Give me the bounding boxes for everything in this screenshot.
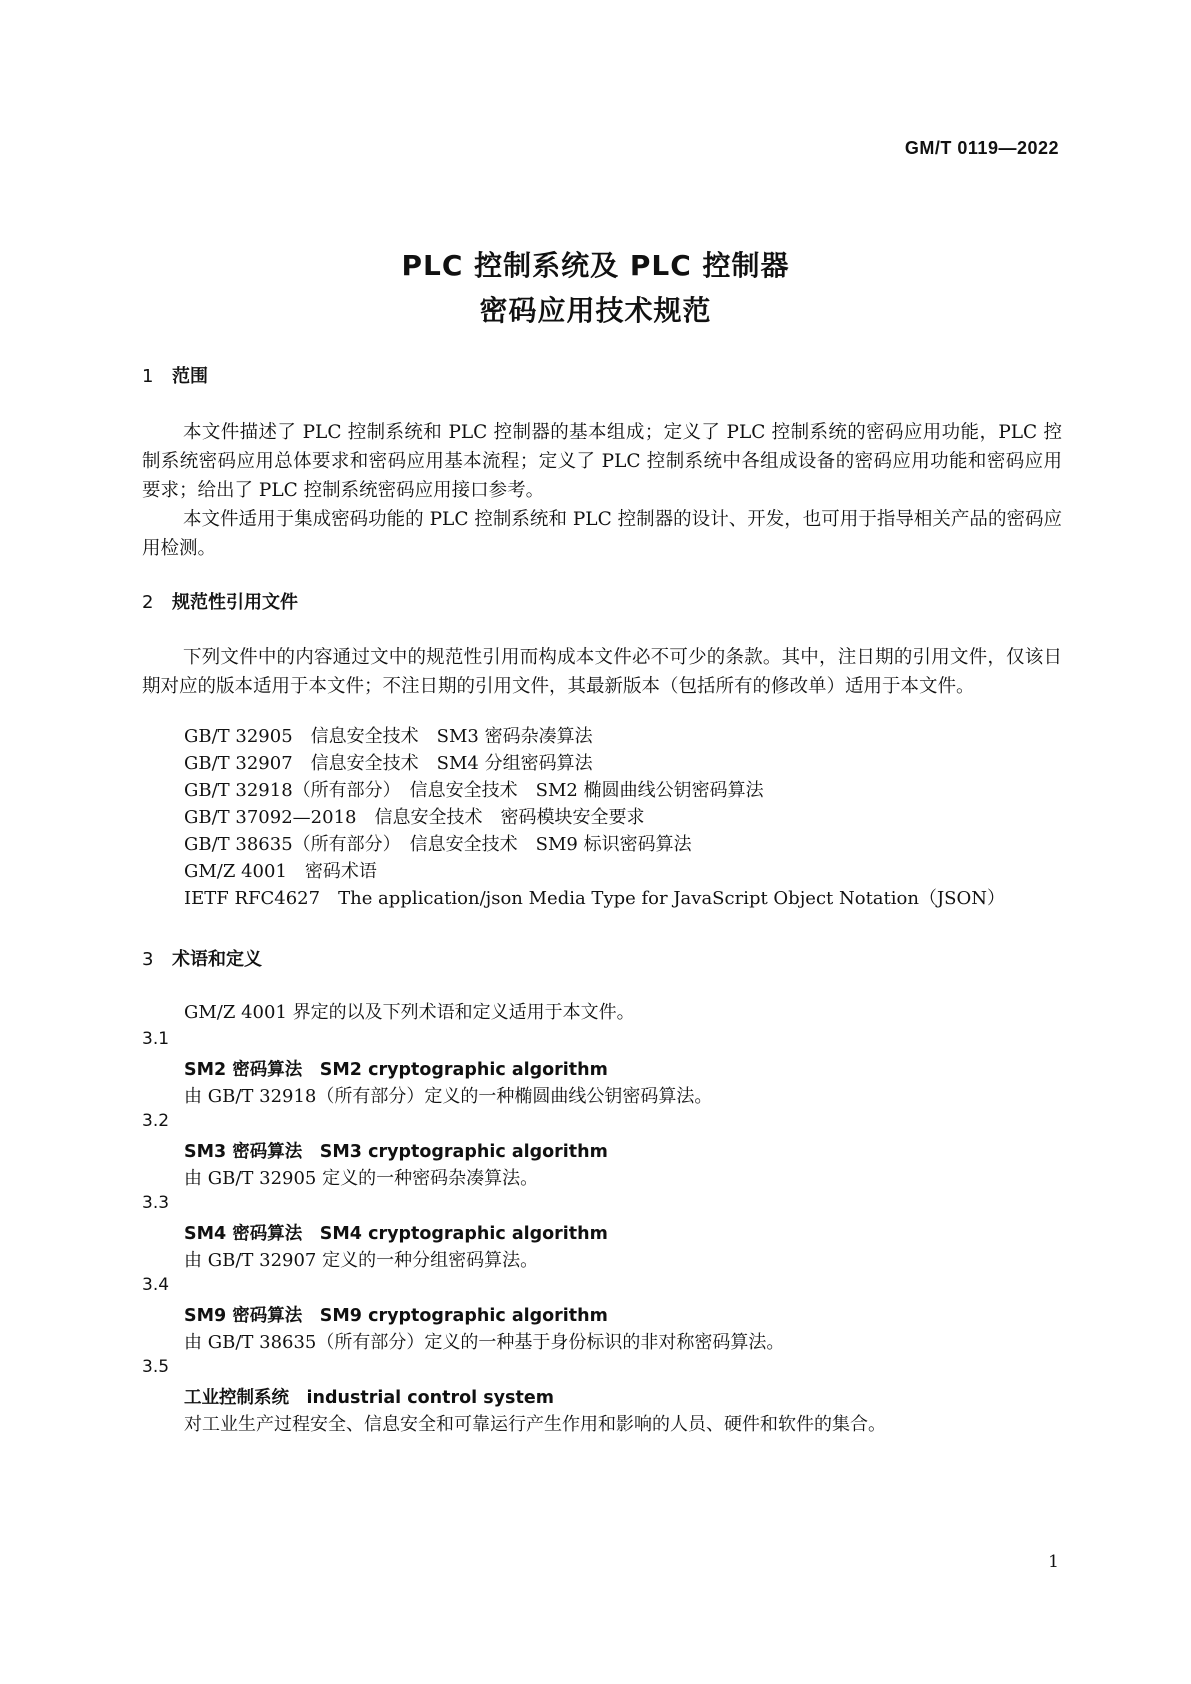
scope-paragraph-1: 本文件描述了 PLC 控制系统和 PLC 控制器的基本组成；定义了 PLC 控制系统的密码应用功能，PLC 控制系统密码应用总体要求和密码应用基本流程；定义了 PLC 控制系统中各组成设备的密码应用功能和密码应用要求；给出了 PLC 控制系统密码应用接口参考。	[142, 422, 1062, 501]
term-title: 工业控制系统 industrial control system	[184, 1388, 554, 1408]
term-title: SM9 密码算法 SM9 cryptographic algorithm	[184, 1306, 608, 1326]
section-title: 术语和定义	[172, 949, 262, 970]
term-number: 3.3	[142, 1193, 170, 1213]
section-title: 规范性引用文件	[172, 592, 298, 613]
page-number: 1	[1048, 1552, 1059, 1572]
term-definition: 由 GB/T 32918（所有部分）定义的一种椭圆曲线公钥密码算法。	[184, 1086, 713, 1107]
term-number: 3.1	[142, 1029, 170, 1049]
section-number: 1	[142, 366, 154, 387]
term-definition: 由 GB/T 32907 定义的一种分组密码算法。	[184, 1250, 539, 1271]
term-title: SM3 密码算法 SM3 cryptographic algorithm	[184, 1142, 608, 1162]
section-number: 2	[142, 592, 154, 613]
reference-item: GB/T 32907 信息安全技术 SM4 分组密码算法	[184, 753, 593, 774]
scope-paragraph-2: 本文件适用于集成密码功能的 PLC 控制系统和 PLC 控制器的设计、开发，也可用于指导相关产品的密码应用检测。	[142, 509, 1062, 559]
reference-item: GB/T 38635（所有部分） 信息安全技术 SM9 标识密码算法	[184, 834, 692, 855]
section-number: 3	[142, 949, 154, 970]
term-number: 3.4	[142, 1275, 170, 1295]
term-number: 3.2	[142, 1111, 170, 1131]
reference-item: GB/T 32905 信息安全技术 SM3 密码杂凑算法	[184, 726, 593, 747]
section-heading-terms-definitions	[142, 945, 262, 971]
references-intro-paragraph: 下列文件中的内容通过文中的规范性引用而构成本文件必不可少的条款。其中，注日期的引用文件，仅该日期对应的版本适用于本文件；不注日期的引用文件，其最新版本（包括所有的修改单）适用于本文件。	[142, 647, 1062, 697]
document-code: GM/T 0119—2022	[904, 138, 1059, 158]
term-definition: 对工业生产过程安全、信息安全和可靠运行产生作用和影响的人员、硬件和软件的集合。	[184, 1414, 886, 1435]
section-heading-scope	[142, 362, 208, 388]
reference-item: GM/Z 4001 密码术语	[184, 861, 377, 882]
reference-item: GB/T 37092—2018 信息安全技术 密码模块安全要求	[184, 807, 645, 828]
term-number: 3.5	[142, 1357, 170, 1377]
document-title-line2: 密码应用技术规范	[479, 294, 712, 327]
reference-item: GB/T 32918（所有部分） 信息安全技术 SM2 椭圆曲线公钥密码算法	[184, 780, 764, 801]
reference-item: IETF RFC4627 The application/json Media Type for JavaScript Object Notation（JSON）	[184, 888, 1006, 909]
term-title: SM4 密码算法 SM4 cryptographic algorithm	[184, 1224, 608, 1244]
terms-intro: GM/Z 4001 界定的以及下列术语和定义适用于本文件。	[184, 1002, 635, 1023]
term-title: SM2 密码算法 SM2 cryptographic algorithm	[184, 1060, 608, 1080]
section-heading-normative-references	[142, 588, 298, 614]
term-definition: 由 GB/T 38635（所有部分）定义的一种基于身份标识的非对称密码算法。	[184, 1332, 785, 1353]
section-title: 范围	[172, 366, 208, 387]
term-definition: 由 GB/T 32905 定义的一种密码杂凑算法。	[184, 1168, 539, 1189]
document-title-line1: PLC 控制系统及 PLC 控制器	[401, 249, 790, 282]
